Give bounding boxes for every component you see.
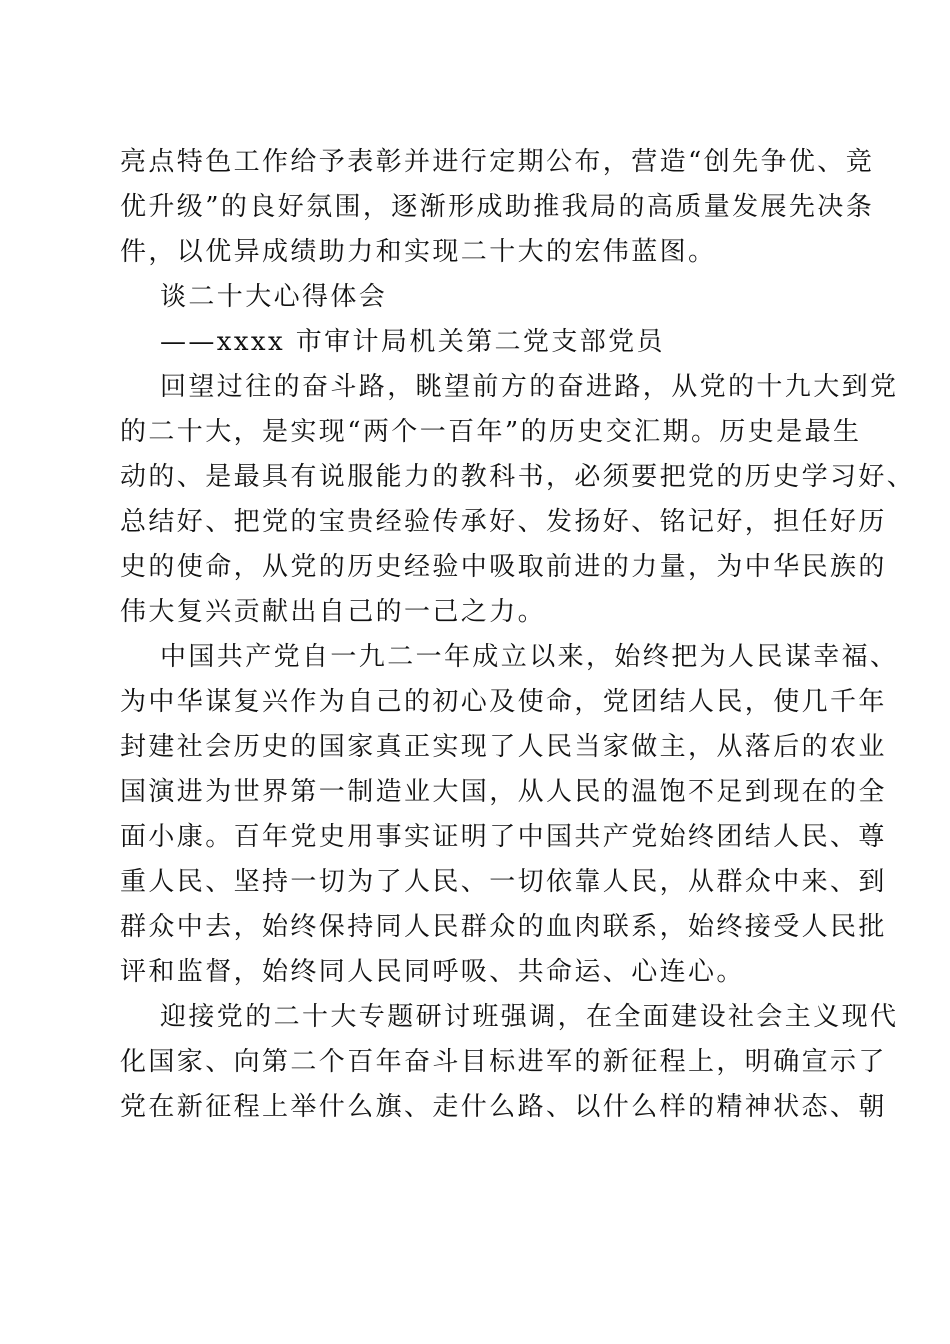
paragraph-1-line: 总结好、把党的宝贵经验传承好、发扬好、铭记好，担任好历 (120, 507, 887, 537)
text-line: 件，以优异成绩助力和实现二十大的宏伟蓝图。 (120, 237, 717, 267)
paragraph-2-line: 重人民、坚持一切为了人民、一切依靠人民，从群众中来、到 (120, 867, 887, 897)
paragraph-1-line: 动的、是最具有说服能力的教科书，必须要把党的历史学习好、 (120, 462, 916, 492)
document-body (120, 140, 916, 1130)
text-line: 优升级”的良好氛围，逐渐形成助推我局的高质量发展先决条 (120, 192, 875, 222)
paragraph-3-line: 迎接党的二十大专题研讨班强调，在全面建设社会主义现代 (160, 1002, 899, 1032)
paragraph-2-line: 国演进为世界第一制造业大国，从人民的温饱不足到现在的全 (120, 777, 887, 807)
paragraph-2-line: 封建社会历史的国家真正实现了人民当家做主，从落后的农业 (120, 732, 887, 762)
paragraph-3-line: 化国家、向第二个百年奋斗目标进军的新征程上，明确宣示了 (120, 1047, 887, 1077)
paragraph-1-line: 伟大复兴贡献出自己的一己之力。 (120, 597, 547, 627)
paragraph-2-line: 评和监督，始终同人民同呼吸、共命运、心连心。 (120, 957, 745, 987)
paragraph-2-line: 中国共产党自一九二一年成立以来，始终把为人民谋幸福、 (160, 642, 899, 672)
paragraph-2-line: 群众中去，始终保持同人民群众的血肉联系，始终接受人民批 (120, 912, 887, 942)
section-title: 谈二十大心得体会 (160, 282, 388, 312)
text-line: 亮点特色工作给予表彰并进行定期公布，营造“创先争优、竞 (120, 147, 875, 177)
paragraph-1-line: 的二十大，是实现“两个一百年”的历史交汇期。历史是最生 (120, 417, 862, 447)
paragraph-2-line: 面小康。百年党史用事实证明了中国共产党始终团结人民、尊 (120, 822, 887, 852)
paragraph-1-line: 回望过往的奋斗路，眺望前方的奋进路，从党的十九大到党 (160, 372, 899, 402)
author-line: ——xxxx 市审计局机关第二党支部党员 (160, 327, 665, 357)
paragraph-2-line: 为中华谋复兴作为自己的初心及使命，党团结人民，使几千年 (120, 687, 887, 717)
paragraph-3-line: 党在新征程上举什么旗、走什么路、以什么样的精神状态、朝 (120, 1092, 887, 1122)
paragraph-1-line: 史的使命，从党的历史经验中吸取前进的力量，为中华民族的 (120, 552, 887, 582)
